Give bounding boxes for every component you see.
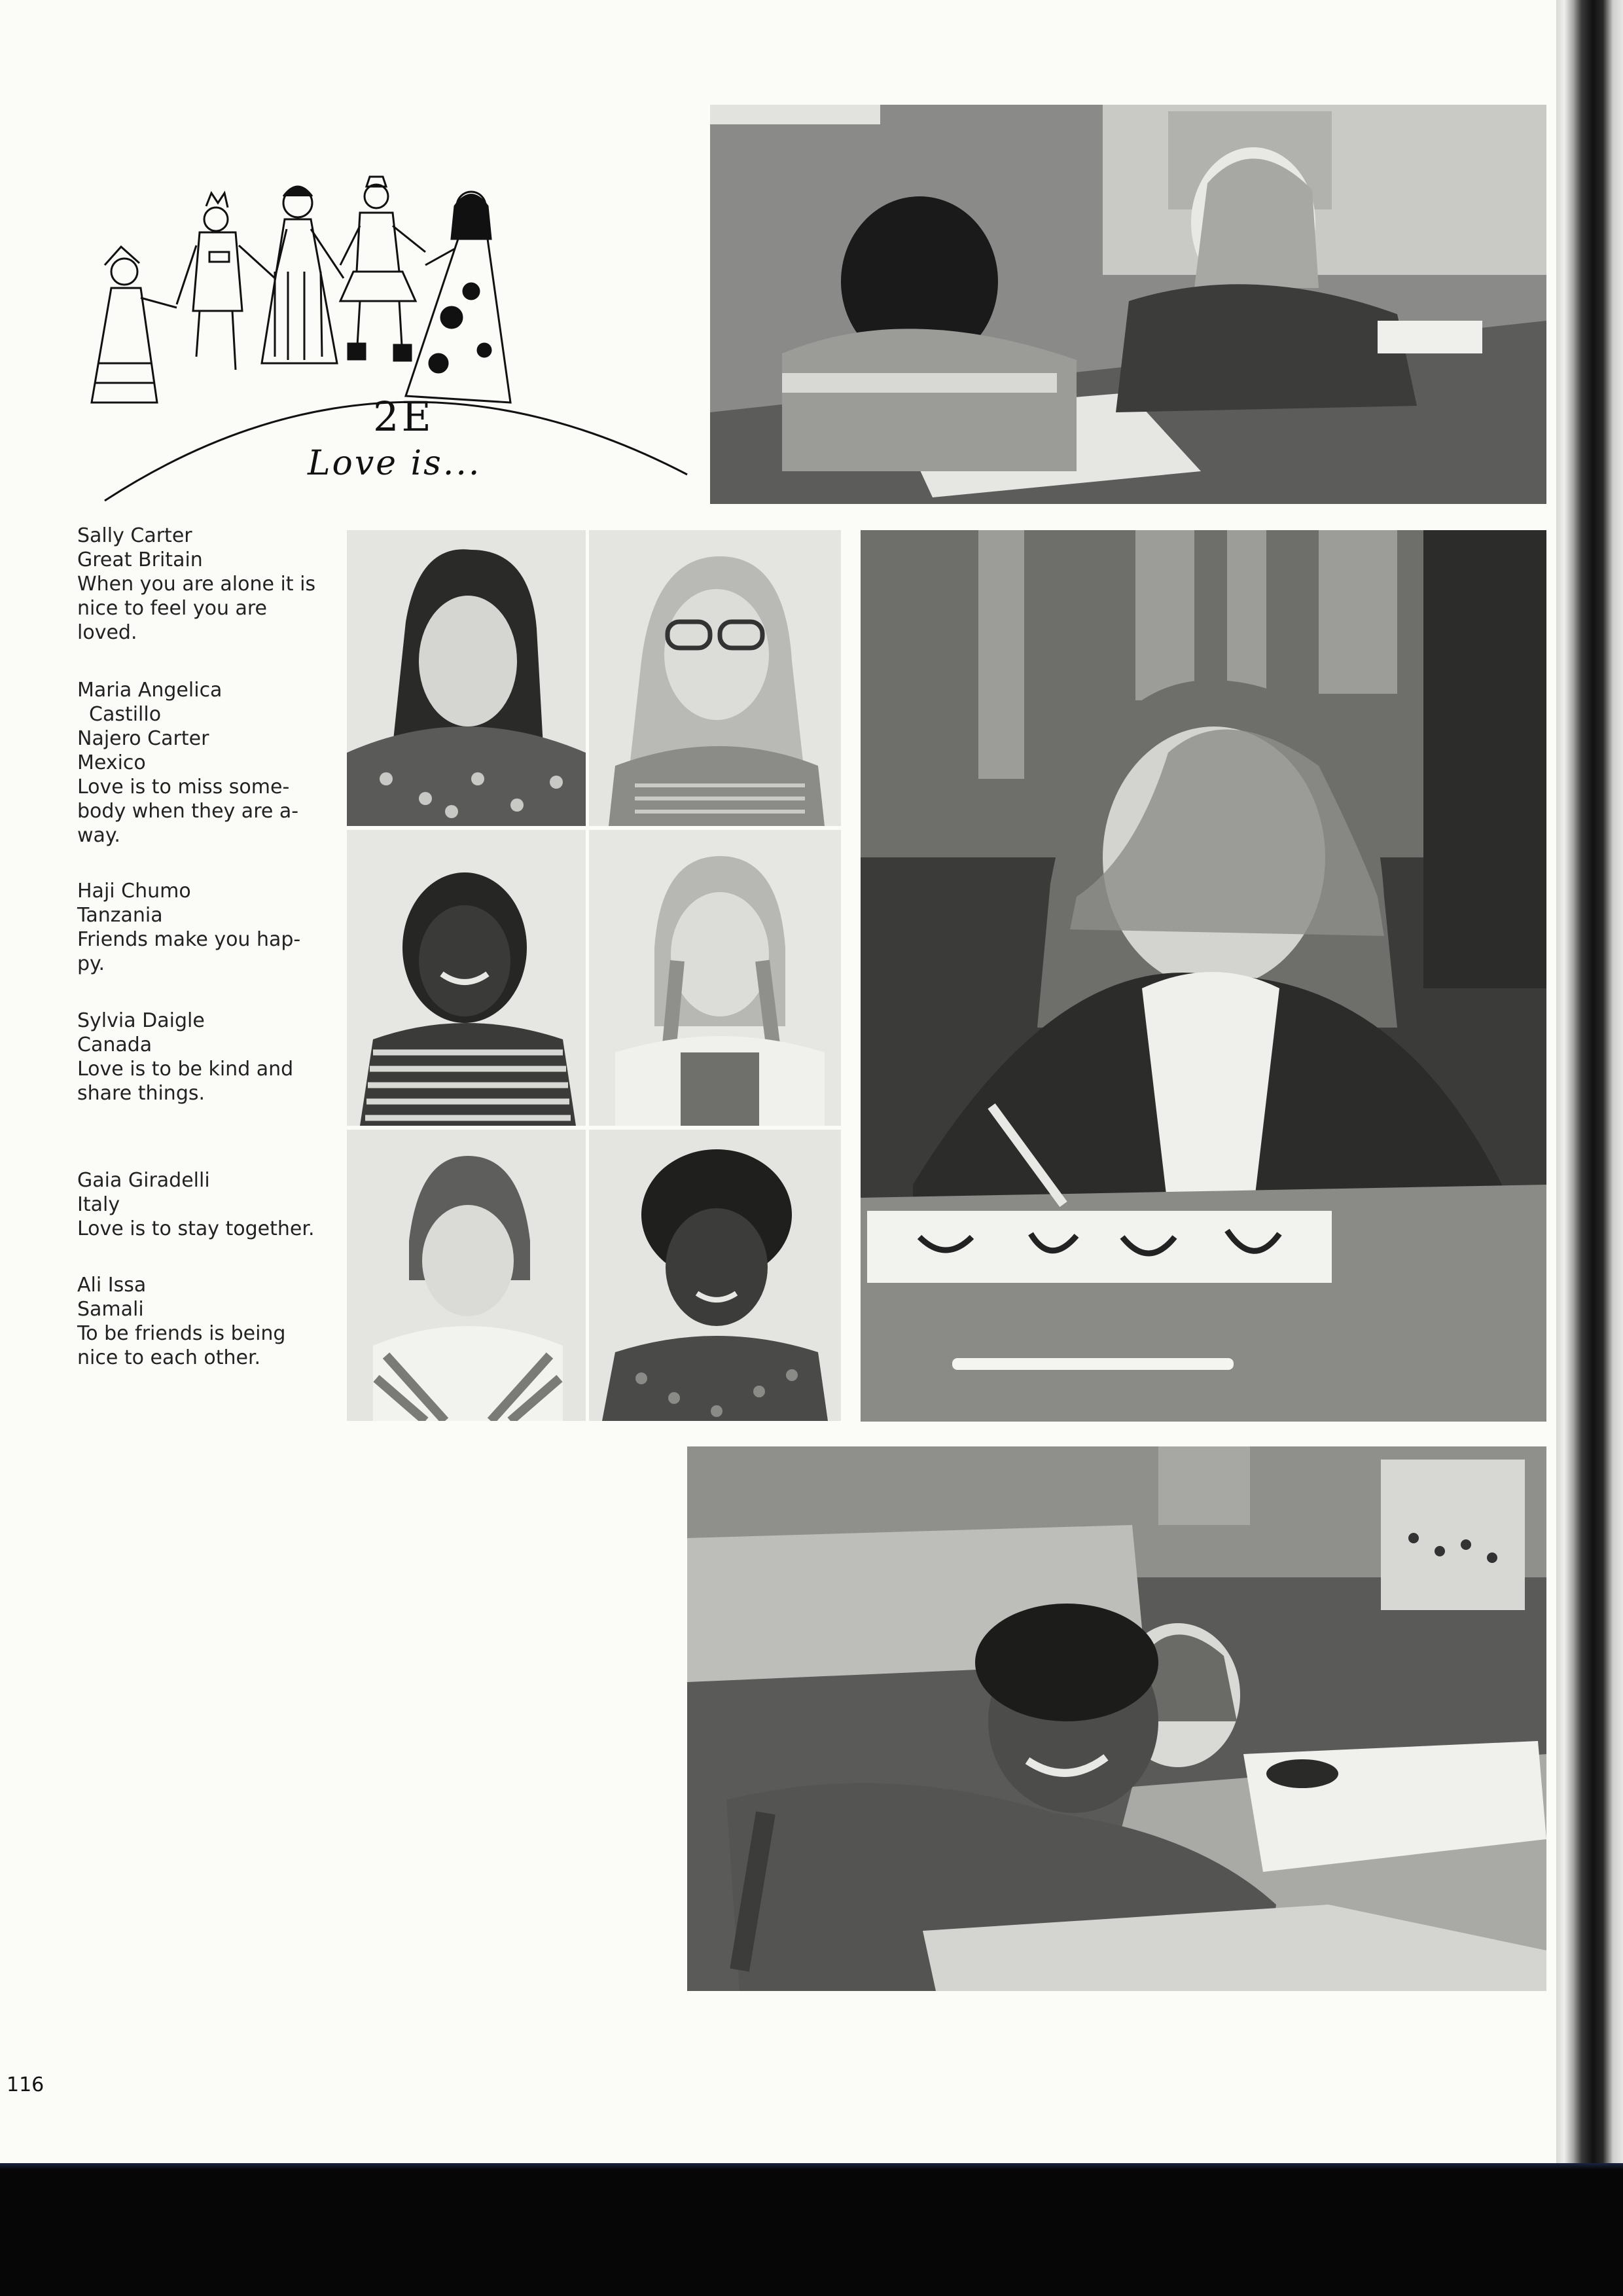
student-country: Samali [77, 1298, 144, 1321]
book-spine-edge [1556, 0, 1623, 2163]
student-country: Mexico [77, 751, 146, 774]
student-quote-line: Love is to miss some- [77, 776, 290, 798]
student-name: Najero Carter [77, 727, 209, 750]
portrait-ali-issa [589, 1130, 841, 1421]
class-title: 2E [373, 393, 434, 440]
photo-children-drawing-at-desk [710, 105, 1546, 504]
student-name: Haji Chumo [77, 880, 191, 903]
portrait-maria-angelica-castillo [589, 530, 841, 826]
student-country: Tanzania [77, 904, 163, 927]
student-country: Italy [77, 1193, 120, 1216]
student-name: Maria Angelica [77, 679, 223, 702]
student-country: Canada [77, 1033, 152, 1056]
drawn-child-1 [92, 247, 177, 403]
class-subtitle: Love is... [308, 444, 482, 483]
scan-bottom-background [0, 2163, 1623, 2296]
student-quote-line: Friends make you hap- [77, 928, 301, 951]
entry-gaia-giradelli [77, 1168, 323, 1241]
student-quote-line: way. [77, 824, 120, 847]
entry-sally-carter [77, 524, 323, 645]
photo-girl-writing [861, 530, 1546, 1422]
student-quote-line: Love is to be kind and [77, 1058, 294, 1081]
entry-maria-angelica-castillo [77, 678, 323, 848]
student-quote-line: nice to each other. [77, 1346, 261, 1369]
photo-boy-at-desk [687, 1446, 1546, 1991]
entry-haji-chumo [77, 879, 323, 976]
student-name: Gaia Giradelli [77, 1169, 210, 1192]
student-quote-line: nice to feel you are [77, 597, 268, 620]
student-quote-line: body when they are a- [77, 800, 299, 823]
portrait-sally-carter [347, 530, 586, 826]
student-country: Great Britain [77, 548, 203, 571]
portrait-gaia-giradelli [347, 1130, 586, 1421]
student-quote-line: To be friends is being [77, 1322, 286, 1345]
portrait-sylvia-daigle [589, 830, 841, 1126]
page-number: 116 [7, 2073, 45, 2096]
student-quote-line: When you are alone it is [77, 573, 316, 596]
entry-sylvia-daigle [77, 1009, 323, 1105]
student-name: Sylvia Daigle [77, 1009, 205, 1032]
student-name: Castillo [89, 703, 162, 726]
portrait-haji-chumo [347, 830, 586, 1126]
student-quote-line: py. [77, 952, 105, 975]
student-quote-line: Love is to stay together. [77, 1217, 315, 1240]
student-name: Sally Carter [77, 524, 192, 547]
student-name: Ali Issa [77, 1274, 147, 1297]
student-quote-line: share things. [77, 1082, 205, 1105]
student-quote-line: loved. [77, 621, 137, 644]
entry-ali-issa [77, 1273, 323, 1370]
